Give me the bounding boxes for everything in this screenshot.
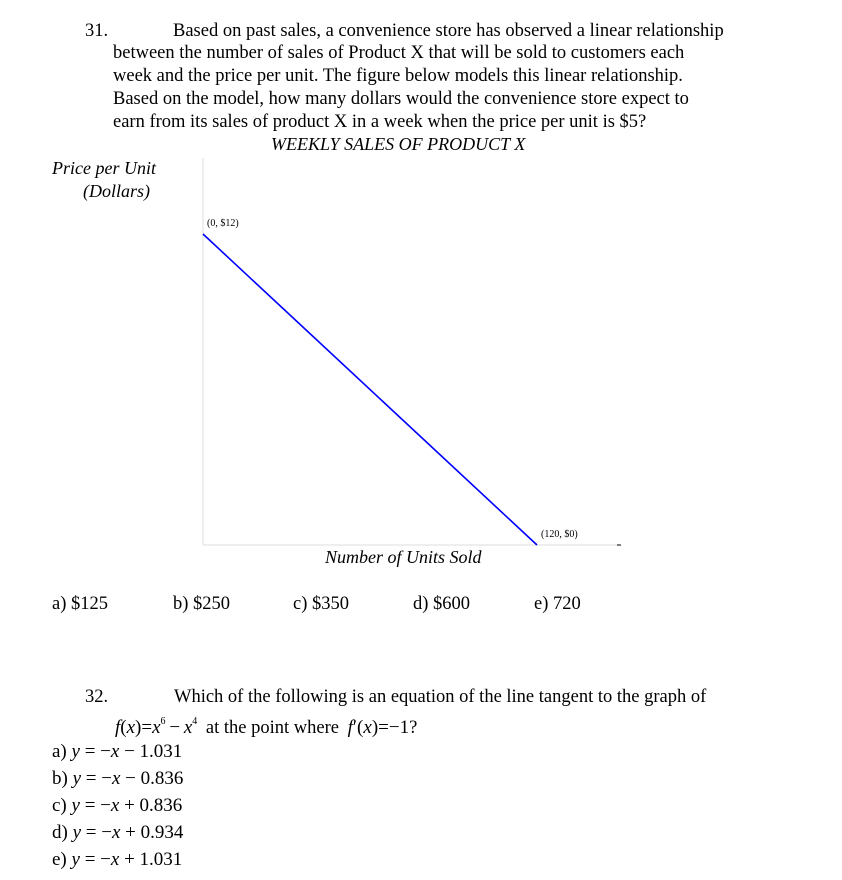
q31-choice-e-letter: e) xyxy=(534,594,549,614)
point-label-1: (120, $0) xyxy=(541,529,578,540)
q32-choice-b-letter: b) xyxy=(52,768,68,789)
question-32-line-2 xyxy=(115,710,417,740)
q32-choice-a-letter: a) xyxy=(52,741,67,762)
q32-choice-e-const: 1.031 xyxy=(139,849,183,870)
y-axis-label-line-2: (Dollars) xyxy=(83,181,150,201)
question-31-number: 31. xyxy=(85,21,109,41)
q32-choice-a-const: 1.031 xyxy=(139,741,183,762)
q32-choice-c-sign: + xyxy=(124,795,135,816)
question-31-line-5: earn from its sales of product X in a week when the price per unit is $5? xyxy=(113,112,647,132)
q31-choice-d-text: $600 xyxy=(433,594,471,614)
q32-choice-b-sign: − xyxy=(125,768,136,789)
question-32-at-point-text: at the point where xyxy=(205,718,339,738)
q32-choice-c-const: 0.836 xyxy=(139,795,183,816)
q32-choice-e: e) y = −x + 1.031 xyxy=(52,849,183,870)
q31-choice-c xyxy=(293,594,349,615)
q32-choice-b-const: 0.836 xyxy=(140,768,184,789)
series-line-0 xyxy=(203,234,537,545)
q31-choice-d xyxy=(413,594,470,615)
y-axis-label-line-1: Price per Unit xyxy=(52,158,156,178)
question-31-line-2: between the number of sales of Product X that will be sold to customers each xyxy=(113,43,685,63)
question-32-number: 32. xyxy=(85,687,109,707)
question-31-line-3: week and the price per unit. The figure below models this linear relationship. xyxy=(113,66,683,86)
q31-choice-c-text: $350 xyxy=(312,594,349,614)
q32-choice-c-letter: c) xyxy=(52,795,67,816)
q31-choice-c-letter: c) xyxy=(293,594,308,614)
q31-choice-e xyxy=(534,594,581,615)
q32-choice-d-const: 0.934 xyxy=(140,822,184,843)
q32-choice-e-sign: + xyxy=(124,849,135,870)
q31-choice-b xyxy=(173,594,230,615)
chart-title: WEEKLY SALES OF PRODUCT X xyxy=(271,134,526,154)
q31-choice-a-text: $125 xyxy=(71,594,108,614)
q32-choice-d: d) y = −x + 0.934 xyxy=(52,822,184,843)
x-axis-label: Number of Units Sold xyxy=(325,547,482,567)
question-32-end-mark: ? xyxy=(409,718,418,738)
q32-choice-a: a) y = −x − 1.031 xyxy=(52,741,183,762)
question-32-line-1: Which of the following is an equation of the line tangent to the graph of xyxy=(174,687,707,707)
q31-choice-a xyxy=(52,594,108,615)
derivative-condition: f′(x)=−1 xyxy=(347,717,410,738)
q32-choice-a-sign: − xyxy=(124,741,135,762)
q32-choice-b: b) y = −x − 0.836 xyxy=(52,768,184,789)
q31-choice-b-letter: b) xyxy=(173,594,189,614)
q31-choice-d-letter: d) xyxy=(413,594,429,614)
q32-choice-d-sign: + xyxy=(125,822,136,843)
point-label-0: (0, $12) xyxy=(207,218,239,229)
question-31-line-1: Based on past sales, a convenience store has observed a linear relationship xyxy=(173,21,724,41)
q31-choice-b-text: $250 xyxy=(193,594,231,614)
q31-choice-a-letter: a) xyxy=(52,594,67,614)
q31-choice-e-text: 720 xyxy=(553,594,581,614)
q32-choice-d-letter: d) xyxy=(52,822,68,843)
function-definition: $f(x)=x^6 - x^4$ xyxy=(115,716,198,738)
question-31-line-4: Based on the model, how many dollars would the convenience store expect to xyxy=(113,89,689,109)
q32-choice-c: c) y = −x + 0.836 xyxy=(52,795,183,816)
q32-choice-e-letter: e) xyxy=(52,849,67,870)
